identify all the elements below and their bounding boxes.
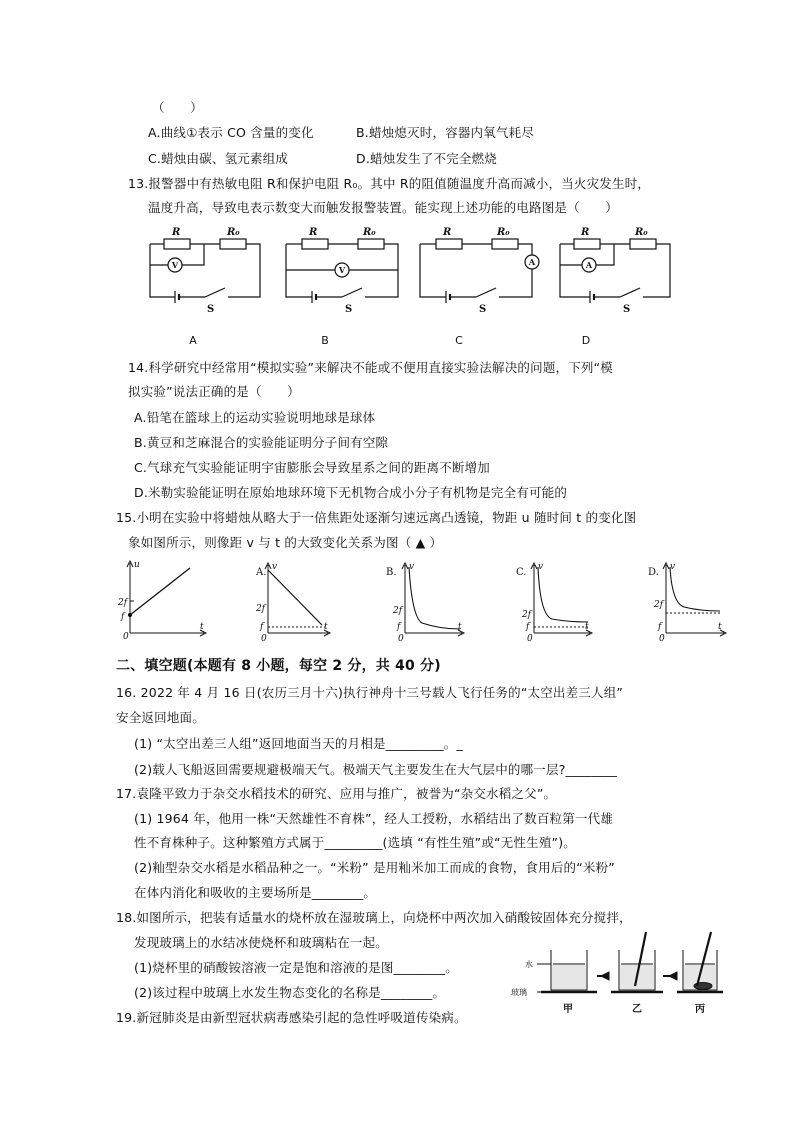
beaker-bing (677, 932, 723, 992)
q15-graphs (0, 555, 794, 645)
label-s: S (623, 304, 631, 315)
tick-2f: 2f (522, 610, 532, 620)
origin-label: 0 (261, 634, 267, 644)
circuit-caption-d: D (581, 334, 591, 347)
q17-sub2-line1: (2)籼型杂交水稻是水稻品种之一。“米粉” 是用籼米加工而成的食物，食用后的“米粉” (134, 860, 615, 875)
q17-sub2-line2: 在体内消化和吸收的主要场所是________。 (134, 885, 377, 900)
tick-2f: 2f (256, 604, 266, 614)
axis-label-t: t (458, 622, 462, 632)
beaker-yi (611, 932, 663, 992)
voltmeter-icon: V (171, 260, 179, 270)
origin-label: 0 (659, 634, 665, 644)
q14-stem-line2: 拟实验”说法正确的是（ ） (128, 384, 300, 399)
label-s: S (479, 304, 487, 315)
label-r: R (443, 227, 452, 238)
q12-option-b: B.蜡烛熄灭时，容器内氧气耗尽 (356, 125, 535, 140)
graph-u-t (127, 561, 206, 636)
graph-option-a (265, 563, 330, 636)
tick-f: f (260, 622, 264, 632)
q18-sub2: (2)该过程中玻璃上水发生物态变化的名称是________。 (134, 985, 446, 1000)
circuit-a (150, 239, 260, 303)
label-r0: R₀ (363, 227, 376, 238)
label-r0: R₀ (635, 227, 648, 238)
q17-sub1-line2: 性不育株种子。这种繁殖方式属于_________(选填 “有性生殖”或“无性生殖”)。 (134, 835, 576, 850)
q13-circuits (0, 220, 794, 315)
q16-stem-line2: 安全返回地面。 (116, 710, 205, 725)
label-yi: 乙 (632, 1004, 642, 1015)
q14-option-d: D.米勒实验能证明在原始地球环境下无机物合成小分子有机物是完全有可能的 (134, 485, 568, 500)
graph-letter-d: D. (648, 567, 659, 578)
q13-stem-line1: 13.报警器中有热敏电阻 R和保护电阻 R₀。其中 R的阻值随温度升高而减小，当火灾发生时， (128, 176, 651, 191)
q18-stem-line2: 发现玻璃上的水结冰使烧杯和玻璃粘在一起。 (134, 935, 389, 950)
axis-label-v: v (538, 562, 544, 572)
q12-option-d: D.蜡烛发生了不完全燃烧 (356, 151, 497, 166)
axis-label-u: u (134, 560, 140, 570)
graph-letter-b: B. (386, 567, 397, 578)
axis-label-t: t (585, 622, 589, 632)
tick-2f: 2f (654, 600, 664, 610)
q19-stem: 19.新冠肺炎是由新型冠状病毒感染引起的急性呼吸道传染病。 (116, 1010, 467, 1025)
q14-option-c: C.气球充气实验能证明宇宙膨胀会导致星系之间的距离不断增加 (134, 460, 491, 475)
label-water: 水 (525, 960, 533, 969)
graph-letter-a: A. (256, 567, 267, 578)
q17-stem: 17.袁隆平致力于杂交水稻技术的研究、应用与推广，被誉为“杂交水稻之父”。 (116, 786, 557, 801)
ammeter-icon: A (528, 257, 536, 267)
q16-stem-line1: 16. 2022 年 4 月 16 日(农历三月十六)执行神舟十三号载人飞行任务的“太空出差三人组” (116, 685, 624, 700)
origin-label: 0 (123, 632, 129, 642)
voltmeter-icon: V (338, 265, 346, 275)
axis-label-t: t (718, 622, 722, 632)
q16-sub2: (2)载人飞船返回需要规避极端天气。极端天气主要发生在大气层中的哪一层?________ (134, 762, 618, 777)
q14-option-b: B.黄豆和芝麻混合的实验能证明分子间有空隙 (134, 435, 389, 450)
graph-option-d (663, 563, 726, 636)
q18-beaker-figure (505, 928, 725, 1020)
circuit-caption-b: B (321, 334, 329, 347)
q13-stem-line2: 温度升高，导致电表示数变大而触发报警装置。能实现上述功能的电路图是（ ） (148, 200, 618, 215)
origin-label: 0 (527, 634, 533, 644)
circuit-c (420, 239, 539, 303)
axis-label-v: v (272, 562, 278, 572)
graph-letter-c: C. (516, 567, 527, 578)
axis-label-t: t (324, 622, 328, 632)
tick-f: f (526, 622, 530, 632)
tick-f: f (121, 612, 125, 622)
tick-f: f (658, 622, 662, 632)
label-r: R (172, 227, 181, 238)
q12-option-a: A.曲线①表示 CO 含量的变化 (148, 125, 314, 140)
q14-stem-line1: 14.科学研究中经常用“模拟实验”来解决不能或不便用直接实验法解决的问题，下列“模 (128, 360, 614, 375)
label-bing: 丙 (695, 1004, 705, 1015)
ammeter-icon: A (585, 260, 593, 270)
circuit-caption-c: C (455, 334, 463, 347)
axis-label-t: t (200, 622, 204, 632)
axis-label-v: v (670, 562, 676, 572)
q16-sub1: (1) “太空出差三人组”返回地面当天的月相是_________。_ (134, 736, 463, 751)
circuit-d (560, 239, 670, 303)
section-title: 二、填空题(本题有 8 小题，每空 2 分，共 40 分) (116, 658, 441, 674)
q14-option-a: A.铅笔在篮球上的运动实验说明地球是球体 (134, 410, 376, 425)
q15-stem-line2: 象如图所示，则像距 v 与 t 的大致变化关系为图（ ▲ ） (128, 535, 443, 550)
label-r: R (581, 227, 590, 238)
beaker-jia (537, 950, 597, 992)
graph-option-b (402, 563, 464, 636)
tick-f: f (397, 622, 401, 632)
label-r: R (309, 227, 318, 238)
q18-sub1: (1)烧杯里的硝酸铵溶液一定是饱和溶液的是图________。 (134, 960, 458, 975)
label-r0: R₀ (497, 227, 510, 238)
q12-option-c: C.蜡烛由碳、氢元素组成 (148, 151, 289, 166)
tick-2f: 2f (118, 598, 128, 608)
label-s: S (207, 304, 215, 315)
graph-option-c (531, 563, 592, 636)
origin-label: 0 (398, 634, 404, 644)
q18-stem-line1: 18.如图所示，把装有适量水的烧杯放在湿玻璃上，向烧杯中两次加入硝酸铵固体充分搅拌， (116, 910, 632, 925)
circuit-caption-a: A (189, 334, 197, 347)
label-s: S (345, 304, 353, 315)
axis-label-v: v (409, 562, 415, 572)
q17-sub1-line1: (1) 1964 年，他用一株“天然雄性不育株”，经人工授粉，水稻结出了数百粒第一代雄 (134, 811, 614, 826)
label-r0: R₀ (227, 227, 240, 238)
tick-2f: 2f (393, 606, 403, 616)
label-jia: 甲 (563, 1004, 573, 1015)
q15-stem-line1: 15.小明在实验中将蜡烛从略大于一倍焦距处逐渐匀速远离凸透镜，物距 u 随时间 t 的变化图 (116, 510, 637, 525)
label-glass: 玻璃 (511, 988, 527, 997)
q12-bracket: （ ） (152, 100, 203, 115)
